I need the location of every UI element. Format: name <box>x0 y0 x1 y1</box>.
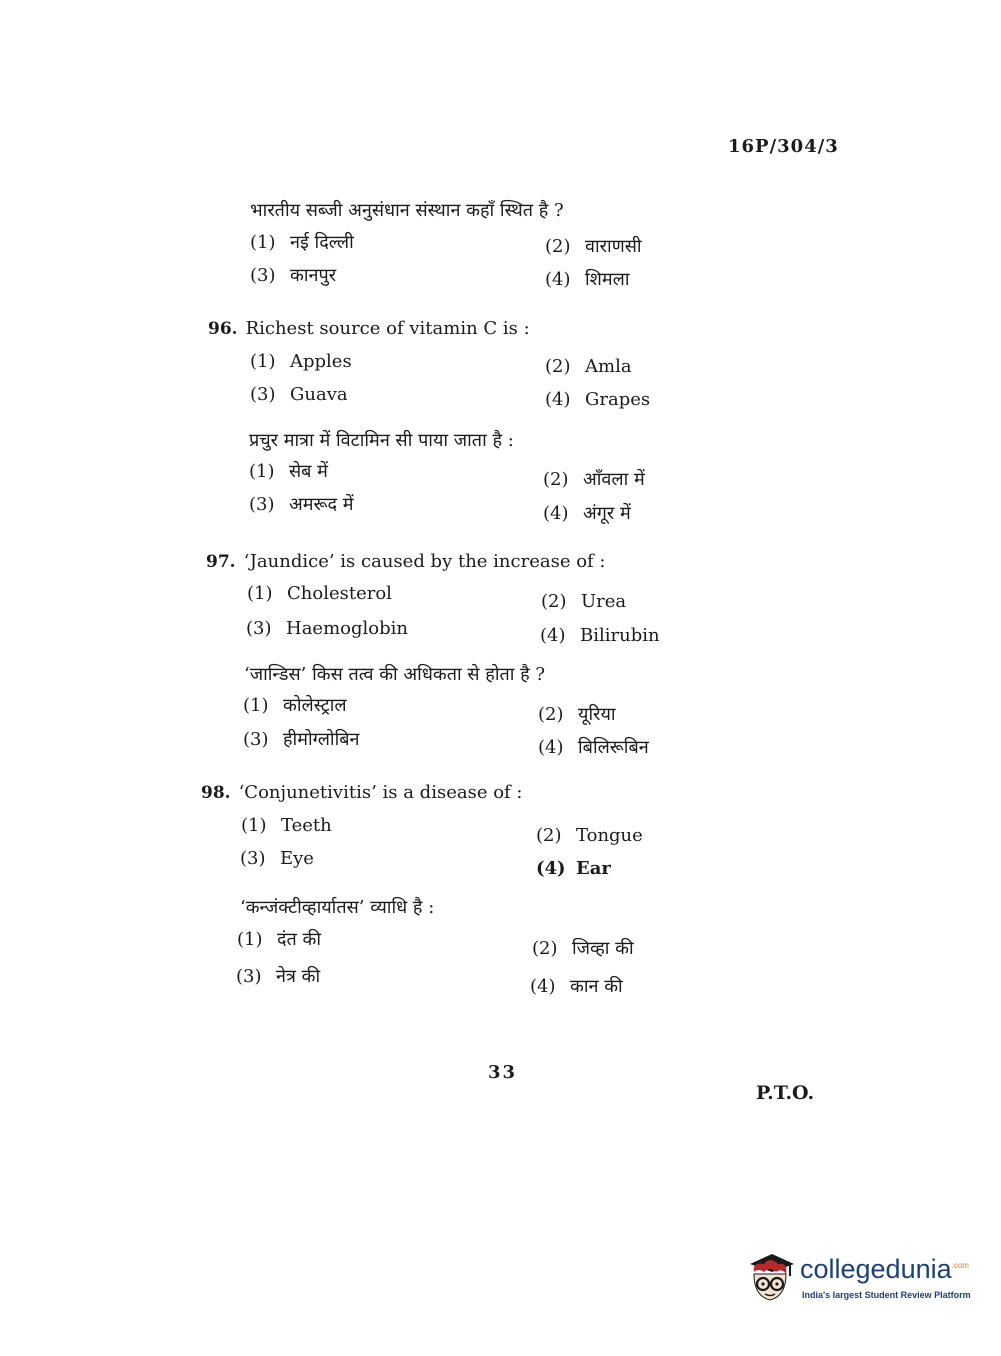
q98-question-hi: ‘कन्जंक्टीव्हार्यातस’ व्याधि है : <box>240 897 435 918</box>
q96-option-3: (3) Guava <box>250 384 348 405</box>
q98-option-hi-3: (3) नेत्र की <box>236 966 321 987</box>
q98-option-2: (2) Tongue <box>536 825 643 846</box>
q97-question-en: 97. ‘Jaundice’ is caused by the increase of : <box>206 551 606 572</box>
q98-option-3: (3) Eye <box>240 848 314 869</box>
q97-option-3: (3) Haemoglobin <box>246 618 408 639</box>
q96-question-en: 96. Richest source of vitamin C is : <box>208 318 530 339</box>
paper-code: 16P/304/3 <box>728 136 839 157</box>
q96-option-hi-4: (4) अंगूर में <box>543 503 631 524</box>
q96-option-4: (4) Grapes <box>545 389 651 410</box>
q97-option-hi-4: (4) बिलिरूबिन <box>538 737 649 758</box>
q97-question-hi: ‘जान्डिस’ किस तत्व की अधिकता से होता है ? <box>244 664 546 685</box>
q98-option-hi-4: (4) कान की <box>530 976 623 997</box>
collegedunia-logo <box>742 1250 970 1312</box>
q97-option-2: (2) Urea <box>541 591 627 612</box>
logo-wordmark: collegedunia$^{.com}$ <box>800 1254 969 1284</box>
q96-question-hi: प्रचुर मात्रा में विटामिन सी पाया जाता है : <box>249 430 514 451</box>
q97-option-hi-1: (1) कोलेस्ट्राल <box>243 695 347 716</box>
q98-option-4: (4) Ear <box>536 858 611 879</box>
q97-option-4: (4) Bilirubin <box>540 625 660 646</box>
q96-option-hi-2: (2) आँवला में <box>543 469 645 490</box>
page-number: 33 <box>488 1062 518 1083</box>
q96-option-1: (1) Apples <box>250 351 352 372</box>
q96-option-hi-3: (3) अमरूद में <box>249 494 354 515</box>
q96-option-2: (2) Amla <box>545 356 632 377</box>
q98-option-hi-1: (1) दंत की <box>237 929 322 950</box>
q97-option-1: (1) Cholesterol <box>247 583 392 604</box>
q95-option-3: (3) कानपुर <box>250 265 337 286</box>
q98-question-en: 98. ‘Conjunetivitis’ is a disease of : <box>201 782 523 803</box>
student-mascot-icon <box>742 1250 800 1312</box>
q97-option-hi-3: (3) हीमोग्लोबिन <box>243 729 360 750</box>
q95-option-4: (4) शिमला <box>545 269 630 290</box>
q95-question-hi: भारतीय सब्जी अनुसंधान संस्थान कहाँ स्थित है ? <box>250 200 564 221</box>
pto-label: P.T.O. <box>756 1082 815 1104</box>
q96-option-hi-1: (1) सेब में <box>249 461 328 482</box>
q97-option-hi-2: (2) यूरिया <box>538 704 616 725</box>
q95-option-1: (1) नई दिल्ली <box>250 232 354 253</box>
q95-option-2: (2) वाराणसी <box>545 236 642 257</box>
logo-tagline: India's largest Student Review Platform <box>802 1290 971 1300</box>
q98-option-1: (1) Teeth <box>241 815 332 836</box>
q98-option-hi-2: (2) जिव्हा की <box>532 938 634 959</box>
